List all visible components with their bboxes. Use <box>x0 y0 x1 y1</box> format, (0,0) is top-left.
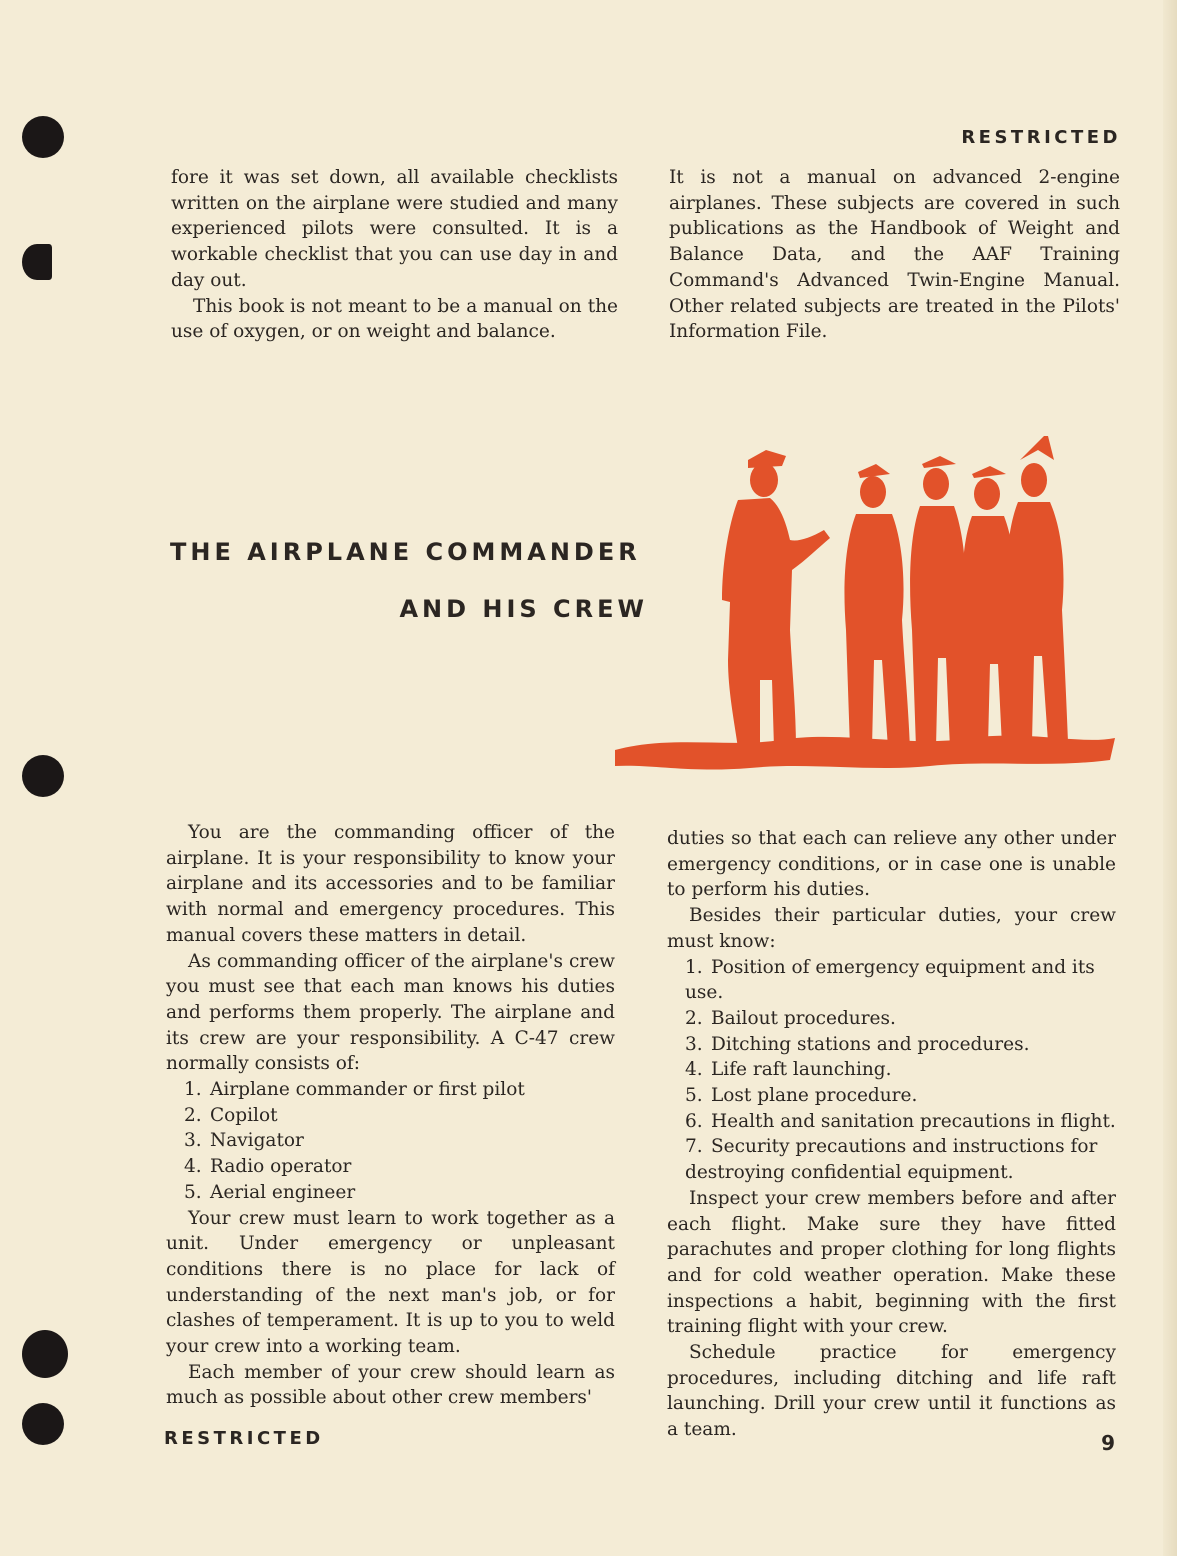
crew-illustration <box>610 430 1120 780</box>
section-heading-line-1: THE AIRPLANE COMMANDER <box>170 538 641 566</box>
top-right-paragraph-1: It is not a manual on advanced 2-engine airplanes. These subjects are covered in such publications as the Handbook of Weight and Balance Data, and the AAF Training Command's Advanced Twin-Engine Manual. Other related subjects are treated in the Pilots' Information File. <box>669 167 1120 343</box>
crew-figure-commander <box>722 450 830 750</box>
page-edge <box>1163 0 1177 1556</box>
restricted-marker-top: RESTRICTED <box>961 127 1121 148</box>
must-know-list-item: 5. Lost plane procedure. <box>685 1085 918 1107</box>
crew-list-item: 4. Radio operator <box>184 1156 352 1178</box>
body-left-paragraph-1: You are the commanding officer of the airplane. It is your responsibility to know your airplane and its accessories and to be familiar with normal and emergency procedures. This manual covers these matters in detail. <box>166 822 615 946</box>
must-know-list-item: 6. Health and sanitation precautions in flight. <box>685 1110 1116 1132</box>
crew-list-item: 1. Airplane commander or first pilot <box>184 1079 525 1101</box>
crew-list-item: 5. Aerial engineer <box>184 1181 356 1203</box>
must-know-list-item: 2. Bailout procedures. <box>685 1007 896 1029</box>
binder-hole-3 <box>22 1330 68 1378</box>
body-right-paragraph-4: Schedule practice for emergency procedures, including ditching and life raft launching. Drill your crew until it functions as a team. <box>667 1342 1116 1441</box>
binder-hole-4 <box>22 1403 64 1445</box>
body-right-paragraph-2: Besides their particular duties, your crew must know: <box>667 905 1116 952</box>
binder-hole-1 <box>22 116 64 158</box>
top-right-column <box>669 165 1120 345</box>
must-know-list-item: 1. Position of emergency equipment and its use. <box>685 956 1095 1004</box>
body-left-paragraph-3: Your crew must learn to work together as a unit. Under emergency or unpleasant conditions there is no place for lack of understanding of the next man's job, or for clashes of temperament. It is up to you to weld your crew into a working team. <box>166 1207 615 1358</box>
binder-hole-torn <box>22 244 52 280</box>
top-left-column <box>171 165 618 345</box>
body-right-paragraph-1: duties so that each can relieve any other under emergency conditions, or in case one is unable to perform his duties. <box>667 828 1116 901</box>
crew-list-item: 3. Navigator <box>184 1130 304 1152</box>
crew-list-item: 2. Copilot <box>184 1104 278 1126</box>
body-left-paragraph-2: As commanding officer of the airplane's crew you must see that each man knows his duties and performs them properly. The airplane and its crew are your responsibility. A C-47 crew normally consists of: <box>166 950 615 1075</box>
body-left-paragraph-4: Each member of your crew should learn as much as possible about other crew members' <box>166 1361 615 1409</box>
section-heading-line-2: AND HIS CREW <box>399 595 648 623</box>
body-right-paragraph-3: Inspect your crew members before and after each flight. Make sure they have fitted parachutes and proper clothing for long flights and for cold weather operation. Make these inspections a habit, beginning with the first training flight with your crew. <box>667 1187 1116 1338</box>
must-know-list-item: 3. Ditching stations and procedures. <box>685 1033 1030 1055</box>
top-left-paragraph-2: This book is not meant to be a manual on the use of oxygen, or on weight and balance. <box>171 295 618 343</box>
must-know-list-item: 7. Security precautions and instructions for destroying confidential equipment. <box>685 1136 1098 1184</box>
top-left-paragraph-1: fore it was set down, all available checklists written on the airplane were studied and many experienced pilots were consulted. It is a workable checklist that you can use day in and day out. <box>171 167 618 291</box>
restricted-marker-bottom: RESTRICTED <box>164 1428 324 1449</box>
binder-hole-2 <box>22 755 64 797</box>
body-right-column <box>667 826 1116 1443</box>
crew-figure-3 <box>910 456 970 748</box>
page-number: 9 <box>1101 1431 1115 1455</box>
crew-figure-5 <box>1006 436 1068 742</box>
crew-figure-2 <box>844 464 910 748</box>
must-know-list-item: 4. Life raft launching. <box>685 1059 892 1081</box>
body-left-column <box>166 820 615 1411</box>
